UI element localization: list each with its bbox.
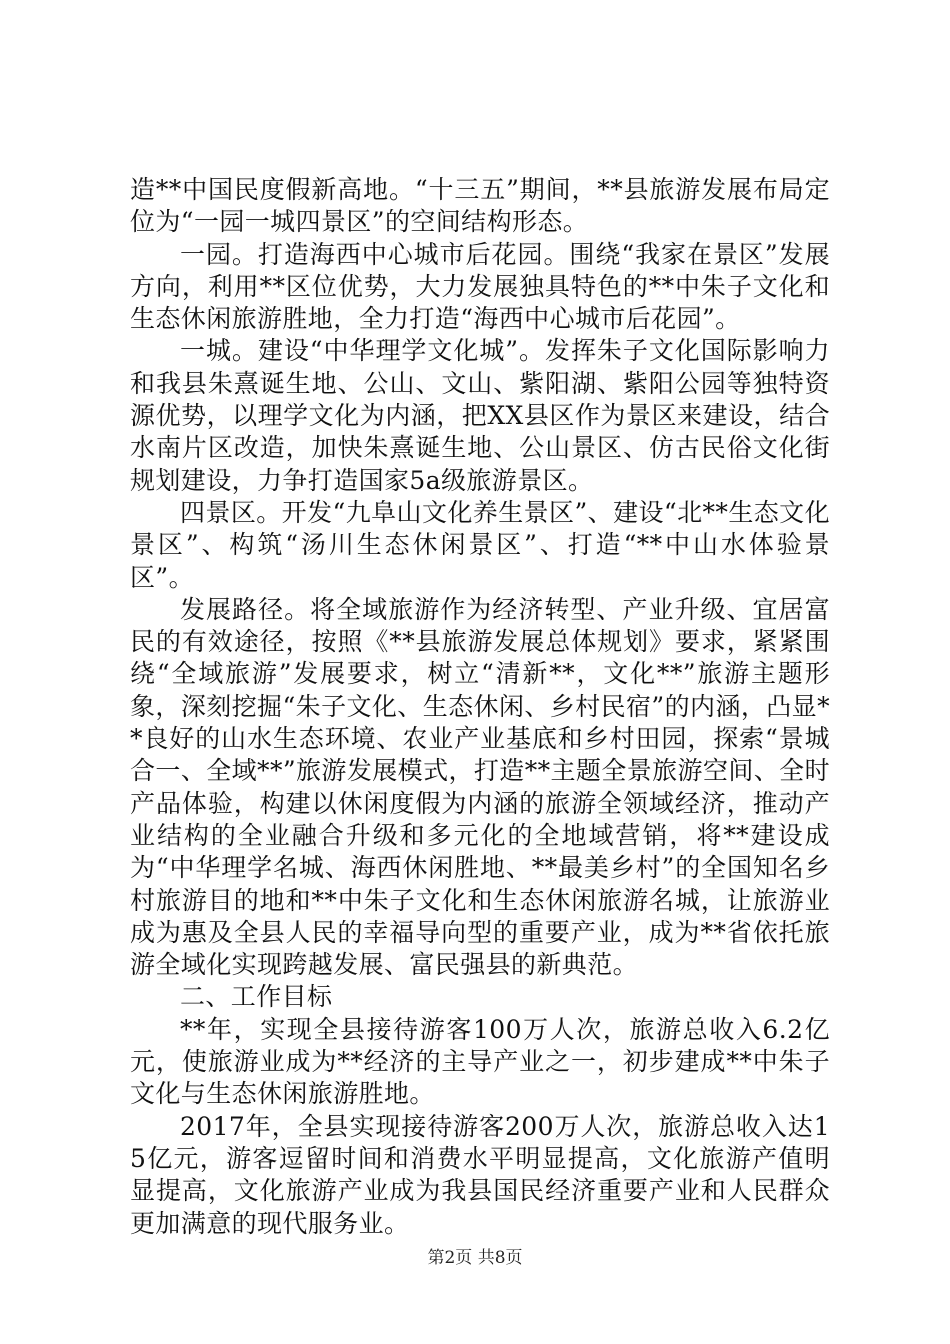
section-heading-work-goals: 二、工作目标 xyxy=(180,982,333,1012)
paragraph-3: 一城。建设“中华理学文化城”。发挥朱子文化国际影响力和我县朱熹诞生地、公山、文山、紫阳湖、紫阳公园等独特资源优势，以理学文化为内涵，把XX县区作为景区来建设，结合水南片区改造，加快朱熹诞生地、公山景区、仿古民俗文化街规划建设，力争打造国家5a级旅游景区。 xyxy=(130,336,830,495)
paragraph-8: 2017年，全县实现接待游客200万人次，旅游总收入达15亿元，游客逗留时间和消费水平明显提高，文化旅游产值明显提高，文化旅游产业成为我县国民经济重要产业和人民群众更加满意的现代服务业。 xyxy=(130,1111,830,1238)
paragraph-2: 一园。打造海西中心城市后花园。围绕“我家在景区”发展方向，利用**区位优势，大力发展独具特色的**中朱子文化和生态休闲旅游胜地，全力打造“海西中心城市后花园”。 xyxy=(130,239,830,334)
paragraph-4: 四景区。开发“九阜山文化养生景区”、建设“北**生态文化景区”、构筑“汤川生态休闲景区”、打造“**中山水体验景区”。 xyxy=(130,497,830,592)
paragraph-7: **年，实现全县接待游客100万人次，旅游总收入6.2亿元，使旅游业成为**经济的主导产业之一，初步建成**中朱子文化与生态休闲旅游胜地。 xyxy=(130,1014,830,1109)
page-number-footer: 第2页 共8页 xyxy=(427,1248,523,1268)
paragraph-1: 造**中国民度假新高地。“十三五”期间，**县旅游发展布局定位为“一园一城四景区”的空间结构形态。 xyxy=(130,175,830,237)
document-body xyxy=(130,174,830,1240)
paragraph-5: 发展路径。将全域旅游作为经济转型、产业升级、宜居富民的有效途径，按照《**县旅游发展总体规划》要求，紧紧围绕“全域旅游”发展要求，树立“清新**，文化**”旅游主题形象，深刻挖掘“朱子文化、生态休闲、乡村民宿”的内涵，凸显**良好的山水生态环境、农业产业基底和乡村田园，探索“景城合一、全域**”旅游发展模式，打造**主题全景旅游空间、全时产品体验，构建以休闲度假为内涵的旅游全领域经济，推动产业结构的全业融合升级和多元化的全地域营销，将**建设成为“中华理学名城、海西休闲胜地、**最美乡村”的全国知名乡村旅游目的地和**中朱子文化和生态休闲旅游名城，让旅游业成为惠及全县人民的幸福导向型的重要产业，成为**省依托旅游全域化实现跨越发展、富民强县的新典范。 xyxy=(130,594,830,980)
